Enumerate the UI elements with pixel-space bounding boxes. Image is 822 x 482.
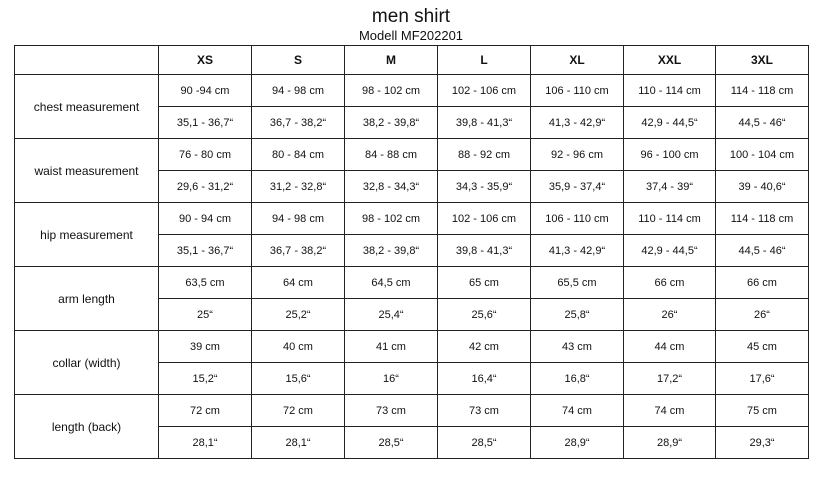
measurement-cell-cm: 90 - 94 cm	[159, 203, 252, 235]
measurement-cell-cm: 66 cm	[624, 267, 716, 299]
measurement-cell-inch: 38,2 - 39,8“	[345, 107, 438, 139]
measurement-cell-cm: 73 cm	[345, 395, 438, 427]
measurement-label: arm length	[15, 267, 159, 331]
measurement-cell-inch: 41,3 - 42,9“	[531, 107, 624, 139]
measurement-cell-inch: 26“	[624, 299, 716, 331]
measurement-cell-cm: 100 - 104 cm	[716, 139, 809, 171]
measurement-cell-cm: 65,5 cm	[531, 267, 624, 299]
measurement-cell-cm: 114 - 118 cm	[716, 75, 809, 107]
measurement-cell-cm: 74 cm	[624, 395, 716, 427]
measurement-label: chest measurement	[15, 75, 159, 139]
measurement-cell-cm: 41 cm	[345, 331, 438, 363]
measurement-cell-inch: 25,8“	[531, 299, 624, 331]
measurement-cell-cm: 102 - 106 cm	[438, 75, 531, 107]
measurement-cell-inch: 15,6“	[252, 363, 345, 395]
size-header: XXL	[624, 46, 716, 75]
measurement-cell-inch: 37,4 - 39“	[624, 171, 716, 203]
measurement-cell-inch: 28,1“	[159, 427, 252, 459]
measurement-cell-cm: 94 - 98 cm	[252, 75, 345, 107]
measurement-cell-cm: 72 cm	[252, 395, 345, 427]
measurement-cell-cm: 98 - 102 cm	[345, 203, 438, 235]
measurement-cell-inch: 16,4“	[438, 363, 531, 395]
measurement-cell-inch: 25,6“	[438, 299, 531, 331]
chart-title: men shirt	[371, 6, 451, 27]
measurement-cell-inch: 26“	[716, 299, 809, 331]
measurement-cell-inch: 15,2“	[159, 363, 252, 395]
measurement-cell-inch: 29,6 - 31,2“	[159, 171, 252, 203]
measurement-cell-inch: 34,3 - 35,9“	[438, 171, 531, 203]
measurement-cell-inch: 28,5“	[438, 427, 531, 459]
measurement-cell-inch: 32,8 - 34,3“	[345, 171, 438, 203]
measurement-cell-cm: 45 cm	[716, 331, 809, 363]
measurement-cell-inch: 17,2“	[624, 363, 716, 395]
measurement-row-cm	[15, 75, 809, 107]
measurement-cell-cm: 64,5 cm	[345, 267, 438, 299]
measurement-cell-inch: 29,3“	[716, 427, 809, 459]
measurement-cell-cm: 64 cm	[252, 267, 345, 299]
size-header: S	[252, 46, 345, 75]
measurement-cell-inch: 36,7 - 38,2“	[252, 107, 345, 139]
measurement-label: hip measurement	[15, 203, 159, 267]
measurement-cell-inch: 41,3 - 42,9“	[531, 235, 624, 267]
measurement-cell-inch: 28,1“	[252, 427, 345, 459]
size-header-row	[15, 46, 809, 75]
size-header: XL	[531, 46, 624, 75]
measurement-cell-inch: 25,2“	[252, 299, 345, 331]
size-table	[14, 45, 809, 459]
measurement-label: waist measurement	[15, 139, 159, 203]
measurement-cell-inch: 16“	[345, 363, 438, 395]
measurement-cell-inch: 28,9“	[624, 427, 716, 459]
measurement-row-cm	[15, 139, 809, 171]
measurement-cell-cm: 72 cm	[159, 395, 252, 427]
measurement-cell-inch: 39,8 - 41,3“	[438, 235, 531, 267]
measurement-cell-cm: 102 - 106 cm	[438, 203, 531, 235]
measurement-cell-cm: 84 - 88 cm	[345, 139, 438, 171]
measurement-cell-inch: 42,9 - 44,5“	[624, 107, 716, 139]
measurement-cell-inch: 42,9 - 44,5“	[624, 235, 716, 267]
measurement-cell-inch: 35,1 - 36,7“	[159, 107, 252, 139]
measurement-cell-cm: 110 - 114 cm	[624, 203, 716, 235]
measurement-row-cm	[15, 395, 809, 427]
header-corner-cell	[15, 46, 159, 75]
measurement-cell-inch: 36,7 - 38,2“	[252, 235, 345, 267]
size-header: XS	[159, 46, 252, 75]
measurement-label: collar (width)	[15, 331, 159, 395]
measurement-row-cm	[15, 203, 809, 235]
measurement-cell-cm: 74 cm	[531, 395, 624, 427]
measurement-label: length (back)	[15, 395, 159, 459]
measurement-cell-cm: 96 - 100 cm	[624, 139, 716, 171]
measurement-cell-inch: 39,8 - 41,3“	[438, 107, 531, 139]
measurement-cell-cm: 75 cm	[716, 395, 809, 427]
measurement-cell-cm: 114 - 118 cm	[716, 203, 809, 235]
measurement-cell-inch: 38,2 - 39,8“	[345, 235, 438, 267]
measurement-cell-cm: 90 -94 cm	[159, 75, 252, 107]
measurement-cell-inch: 17,6“	[716, 363, 809, 395]
measurement-cell-inch: 25,4“	[345, 299, 438, 331]
measurement-cell-cm: 106 - 110 cm	[531, 203, 624, 235]
measurement-cell-inch: 35,9 - 37,4“	[531, 171, 624, 203]
measurement-cell-inch: 25“	[159, 299, 252, 331]
measurement-row-cm	[15, 331, 809, 363]
measurement-cell-cm: 88 - 92 cm	[438, 139, 531, 171]
measurement-cell-cm: 40 cm	[252, 331, 345, 363]
measurement-cell-cm: 80 - 84 cm	[252, 139, 345, 171]
measurement-cell-cm: 43 cm	[531, 331, 624, 363]
measurement-cell-inch: 28,9“	[531, 427, 624, 459]
measurement-cell-inch: 44,5 - 46“	[716, 235, 809, 267]
measurement-cell-cm: 110 - 114 cm	[624, 75, 716, 107]
measurement-cell-cm: 66 cm	[716, 267, 809, 299]
measurement-cell-inch: 39 - 40,6“	[716, 171, 809, 203]
measurement-cell-inch: 28,5“	[345, 427, 438, 459]
measurement-cell-cm: 98 - 102 cm	[345, 75, 438, 107]
measurement-row-cm	[15, 267, 809, 299]
measurement-cell-cm: 76 - 80 cm	[159, 139, 252, 171]
measurement-cell-cm: 106 - 110 cm	[531, 75, 624, 107]
measurement-cell-cm: 63,5 cm	[159, 267, 252, 299]
measurement-cell-inch: 31,2 - 32,8“	[252, 171, 345, 203]
measurement-cell-cm: 94 - 98 cm	[252, 203, 345, 235]
measurement-cell-cm: 65 cm	[438, 267, 531, 299]
measurement-cell-inch: 35,1 - 36,7“	[159, 235, 252, 267]
size-header: 3XL	[716, 46, 809, 75]
model-subtitle: Modell MF202201	[358, 28, 464, 43]
measurement-cell-cm: 39 cm	[159, 331, 252, 363]
measurement-cell-cm: 42 cm	[438, 331, 531, 363]
measurement-cell-cm: 73 cm	[438, 395, 531, 427]
measurement-cell-inch: 44,5 - 46“	[716, 107, 809, 139]
measurement-cell-inch: 16,8“	[531, 363, 624, 395]
size-header: M	[345, 46, 438, 75]
size-header: L	[438, 46, 531, 75]
measurement-cell-cm: 44 cm	[624, 331, 716, 363]
measurement-cell-cm: 92 - 96 cm	[531, 139, 624, 171]
